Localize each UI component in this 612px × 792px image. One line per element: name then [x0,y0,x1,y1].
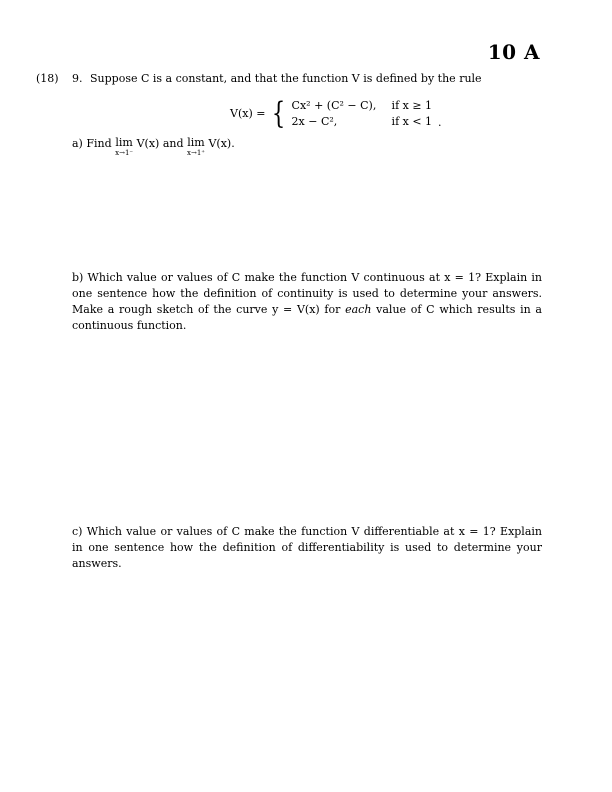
limit-left-word: lim [115,136,133,149]
part-a [72,137,235,157]
case-2-condition: if x < 1 [391,115,433,128]
piecewise-equation [230,95,442,131]
equation-cases [292,98,433,129]
limit-right-function: V(x). [208,137,235,150]
case-1-condition: if x ≥ 1 [391,99,433,112]
limit-left-function: V(x) [136,137,160,150]
part-b-emphasis: each [345,303,372,316]
limit-left-subscript: x→1⁻ [115,149,134,157]
equation-end-dot: . [438,116,442,129]
problem-points: (18) [36,72,59,85]
problem-number: 9. [72,72,83,85]
limit-left [115,137,133,157]
equation-lhs: V(x) = [230,107,266,120]
part-a-prefix: a) Find [72,137,112,150]
case-2-expression: 2x − C², [291,115,338,128]
part-b-text-2: value of C which results in a continuous function. [72,303,542,332]
part-b [72,270,542,334]
problem-intro: Suppose C is a constant, and that the function V is defined by the rule [90,72,482,85]
problem-intro-line [36,72,482,85]
limit-right-subscript: x→1⁺ [187,149,205,157]
part-a-and: and [162,137,184,150]
limit-right [187,137,205,157]
case-1-expression: Cx² + (C² − C), [291,99,377,112]
part-b-text-1: b) Which value or values of C make the function V continuous at x = 1? Explain in one sentence how the definition of continuity is used to determine your answers. Make a rough sketch of the curve y = V(x) for [72,271,542,316]
part-c: c) Which value or values of C make the function V differentiable at x = 1? Explain in one sentence how the definition of differentiability is used to determine your answers. [72,525,542,570]
page-label: 10 A [487,40,540,64]
equation-brace: { [272,95,286,131]
limit-right-word: lim [187,136,205,149]
